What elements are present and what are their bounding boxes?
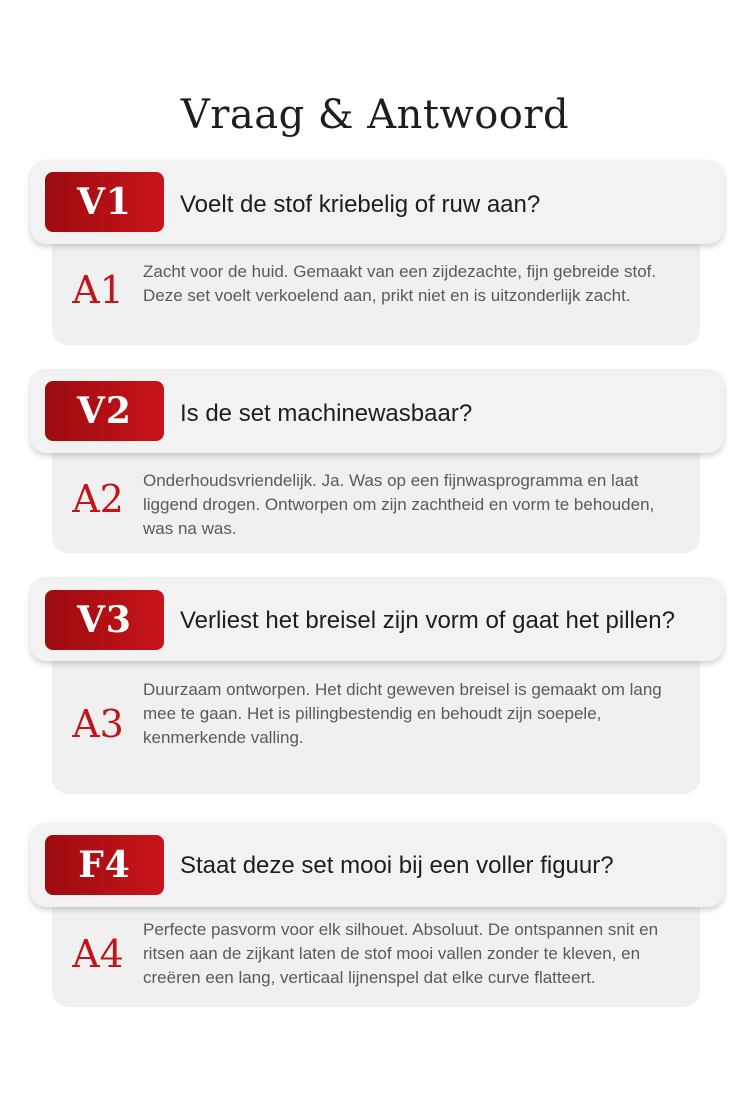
question-badge-1: V1 [45,172,164,232]
answer-label-3: A3 [72,702,124,746]
answer-text-2: Onderhoudsvriendelijk. Ja. Was op een fijnwasprogramma en laat liggend drogen. Ontworpen om zijn zachtheid en vorm te behouden, was na was. [143,471,655,538]
question-badge-4: F4 [45,835,164,895]
page-title: Vraag & Antwoord [180,92,570,138]
question-text-4: Staat deze set mooi bij een voller figuur? [180,852,614,879]
answer-text-1: Zacht voor de huid. Gemaakt van een zijdezachte, fijn gebreide stof. Deze set voelt verkoelend aan, prikt niet en is uitzonderlijk zacht. [143,262,657,305]
answer-text-4: Perfecte pasvorm voor elk silhouet. Absoluut. De ontspannen snit en ritsen aan de zijkant laten de stof mooi vallen zonder te kleven, en creëren een lang, verticaal lijnenspel dat elke curve flatteert. [143,920,659,987]
answer-text-3: Duurzaam ontworpen. Het dicht geweven breisel is gemaakt om lang mee te gaan. Het is pillingbestendig en behoudt zijn soepele, kenmerkende valling. [143,680,662,747]
question-text-2: Is de set machinewasbaar? [180,400,473,427]
answer-label-1: A1 [72,268,124,312]
question-badge-3: V3 [45,590,164,650]
question-text-3: Verliest het breisel zijn vorm of gaat het pillen? [180,607,675,634]
question-text-1: Voelt de stof kriebelig of ruw aan? [180,191,541,218]
question-badge-2: V2 [45,381,164,441]
answer-label-2: A2 [72,477,124,521]
answer-label-4: A4 [72,932,124,976]
